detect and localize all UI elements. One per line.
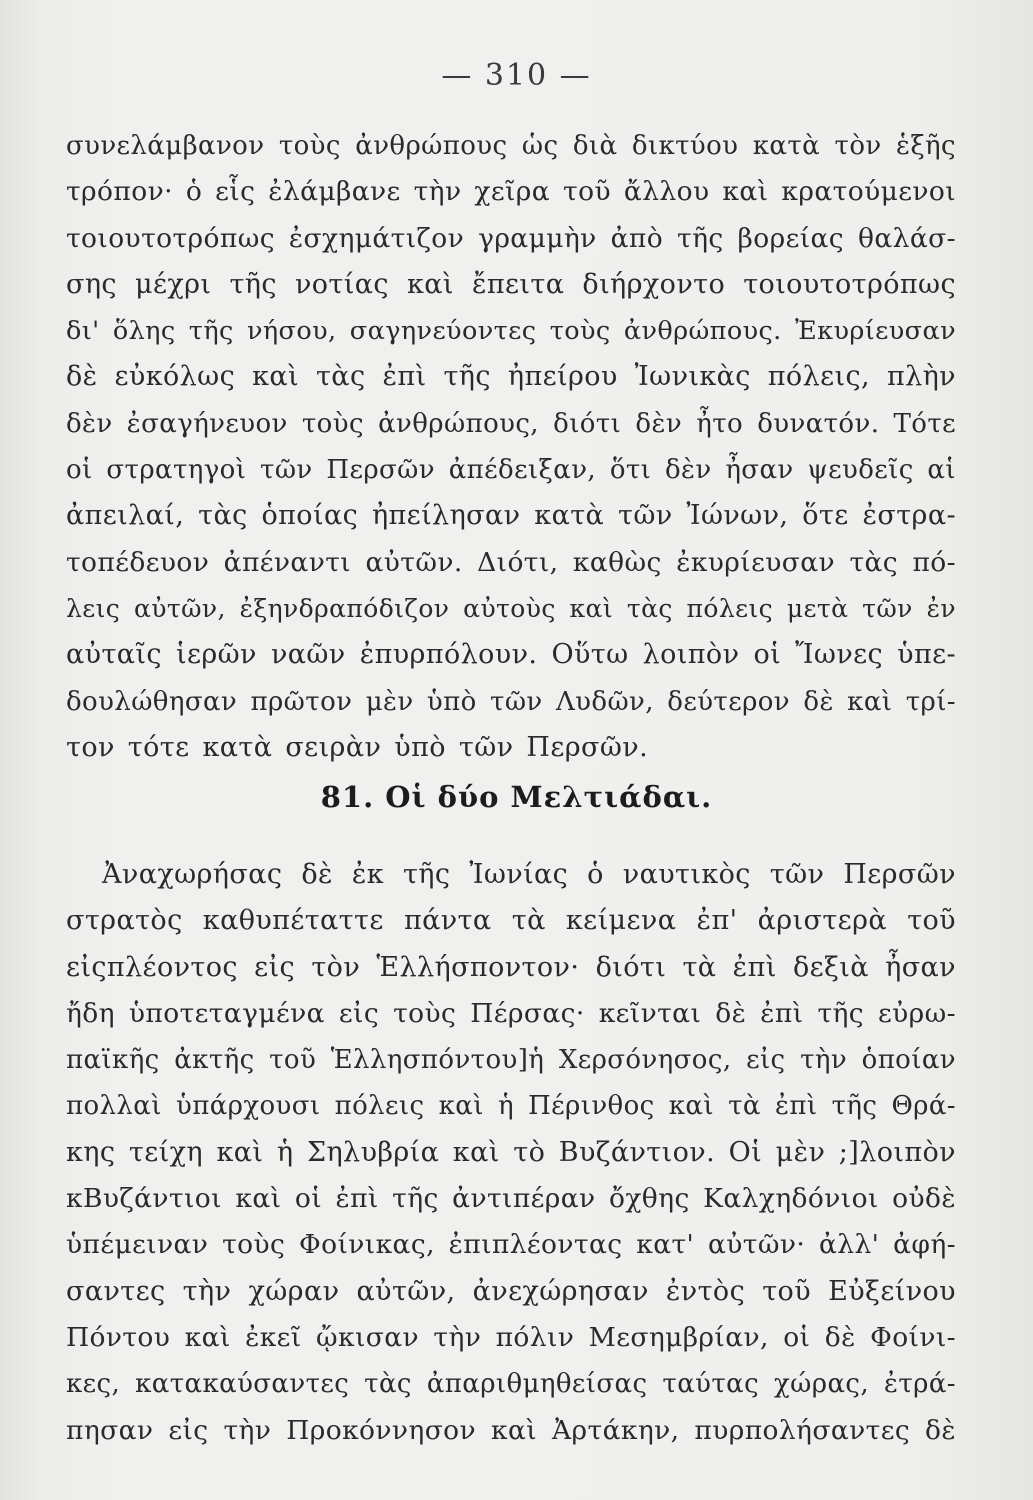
text-line: τοπέδευον ἀπέναντι αὐτῶν. Διότι, καθὼς ἐκυρίευσαν τὰς πό- [66,546,956,578]
text-line: ἀπειλαί, τὰς ὁποίας ἠπείλησαν κατὰ τῶν Ἰώνων, ὅτε ἐστρα- [66,500,956,532]
text-line: λεις αὐτῶν, ἐξηνδραπόδιζον αὐτοὺς καὶ τὰς πόλεις μετὰ τῶν ἐν [66,593,956,623]
text-line: κΒυζάντιοι καὶ οἱ ἐπὶ τῆς ἀντιπέραν ὄχθης Καλχηδόνιοι οὐδὲ [66,1183,956,1215]
text-line: Ἀναχωρήσας δὲ ἐκ τῆς Ἰωνίας ὁ ναυτικὸς τῶν Περσῶν [102,859,956,890]
text-line: πησαν εἰς τὴν Προκόννησον καὶ Ἀρτάκην, πυρπολήσαντες δὲ [66,1414,956,1446]
text-line: τον τότε κατὰ σειρὰν ὑπὸ τῶν Περσῶν. [66,731,649,763]
text-line: Πόντου καὶ ἐκεῖ ᾤκισαν τὴν πόλιν Μεσημβρίαν, οἱ δὲ Φοίνι- [66,1321,956,1353]
page-number: — 310 — [441,58,592,93]
text-line: δι' ὅλης τῆς νήσου, σαγηνεύοντες τοὺς ἀνθρώπους. Ἐκυρίευσαν [66,316,956,347]
text-line: δουλώθησαν πρῶτον μὲν ὑπὸ τῶν Λυδῶν, δεύτερον δὲ καὶ τρί- [66,686,956,717]
text-line: αὐταῖς ἱερῶν ναῶν ἐπυρπόλουν. Οὕτω λοιπὸν οἱ Ἴωνες ὑπε- [66,639,956,671]
text-line: σαντες τὴν χώραν αὐτῶν, ἀνεχώρησαν ἐντὸς τοῦ Εὐξείνου [66,1275,956,1307]
text-line: σης μέχρι τῆς νοτίας καὶ ἔπειτα διήρχοντο τοιουτοτρόπως [66,268,956,300]
text-line: κες, κατακαύσαντες τὰς ἀπαριθμηθείσας ταύτας χώρας, ἐτρά- [66,1369,956,1400]
paragraph-2 [66,852,956,1454]
text-line: τρόπον· ὁ εἷς ἐλάμβανε τὴν χεῖρα τοῦ ἄλλου καὶ κρατούμενοι [66,176,956,208]
text-line: τοιουτοτρόπως ἐσχημάτιζον γραμμὴν ἀπὸ τῆς βορείας θαλάσ- [66,222,956,254]
text-line: εἰςπλέοντος εἰς τὸν Ἑλλήσποντον· διότι τὰ ἐπὶ δεξιὰ ἦσαν [66,951,956,983]
text-line: οἱ στρατηγοὶ τῶν Περσῶν ἀπέδειξαν, ὅτι δὲν ἦσαν ψευδεῖς αἱ [66,455,956,486]
text-line: κης τείχη καὶ ἡ Σηλυβρία καὶ τὸ Βυζάντιον. Οἱ μὲν ;]λοιπὸν [66,1136,956,1168]
section-heading: 81. Οἱ δύο Μελτιάδαι. [320,780,713,814]
text-line: ἤδη ὑποτεταγμένα εἰς τοὺς Πέρσας· κεῖνται δὲ ἐπὶ τῆς εὐρω- [66,997,956,1029]
text-line: συνελάμβανον τοὺς ἀνθρώπους ὡς διὰ δικτύου κατὰ τὸν ἑξῆς [66,131,956,161]
text-line: στρατὸς καθυπέταττε πάντα τὰ κείμενα ἐπ' ἀριστερὰ τοῦ [66,905,956,937]
text-line: δὲν ἐσαγήνευον τοὺς ἀνθρώπους, διότι δὲν ἦτο δυνατόν. Τότε [66,408,956,439]
text-line: ὑπέμειναν τοὺς Φοίνικας, ἐπιπλέοντας κατ' αὐτῶν· ἀλλ' ἀφή- [66,1229,956,1261]
text-line: πολλαὶ ὑπάρχουσι πόλεις καὶ ἡ Πέρινθος καὶ τὰ ἐπὶ τῆς Θρά- [66,1091,956,1122]
text-line: δὲ εὐκόλως καὶ τὰς ἐπὶ τῆς ἠπείρου Ἰωνικὰς πόλεις, πλὴν [66,361,956,393]
paragraph-1 [66,123,956,771]
text-line: παϊκῆς ἀκτῆς τοῦ Ἑλλησπόντου]ἡ Χερσόνησος, εἰς τὴν ὁποίαν [66,1045,956,1076]
